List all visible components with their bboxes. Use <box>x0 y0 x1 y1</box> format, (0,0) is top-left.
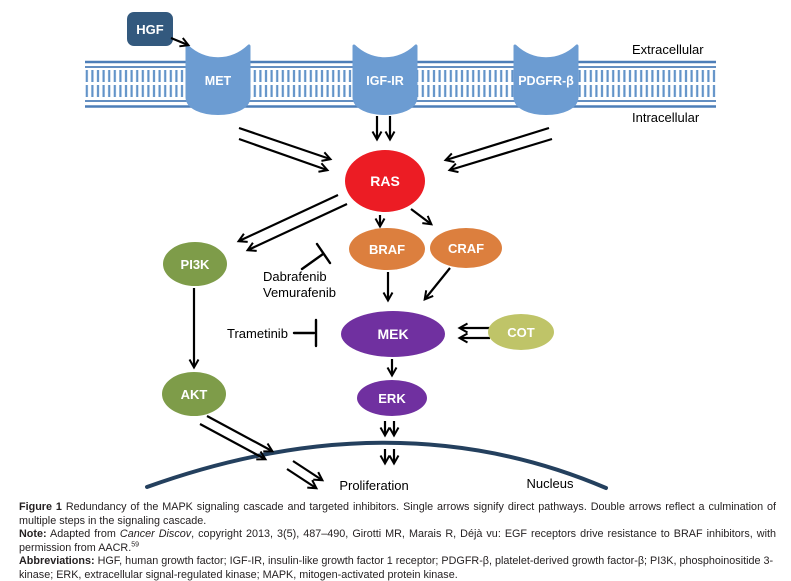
receptor-igf1r-label: IGF-IR <box>366 74 404 88</box>
hgf-met-arrow <box>171 38 188 45</box>
caption-note-journal: Cancer Discov <box>119 528 192 541</box>
node-ras-label: RAS <box>370 173 400 189</box>
arrow-craf-mek <box>425 268 450 299</box>
caption-note-reference: 59 <box>131 541 139 549</box>
vemurafenib-label: Vemurafenib <box>263 285 336 300</box>
arrow-nucleus-proliferation-double <box>385 449 394 463</box>
node-pi3k <box>163 242 227 286</box>
caption-note-pre: Adapted from <box>50 528 116 541</box>
node-braf <box>349 228 425 270</box>
proliferation-label: Proliferation <box>339 478 409 493</box>
dabrafenib-label: Dabrafenib <box>263 269 327 284</box>
arrow-igf1r-ras-double <box>377 116 390 139</box>
receptor-met-label: MET <box>204 74 232 88</box>
node-craf-label: CRAF <box>447 241 485 256</box>
node-akt <box>162 372 226 416</box>
caption-figure-label: Figure 1 <box>19 501 62 513</box>
caption-figure-sentence <box>19 501 776 528</box>
arrow-cot-mek-double <box>460 328 490 338</box>
receptor-pdgfrb-label: PDGFR-β <box>518 74 574 88</box>
arrow-erk-nucleus-double <box>385 421 394 435</box>
hgf-label: HGF <box>136 22 164 37</box>
arrow-pdgfrb-ras-double <box>446 128 552 170</box>
arrow-met-ras-double <box>239 128 330 170</box>
nucleus-label: Nucleus <box>526 476 574 491</box>
arrow-akt-proliferation-double <box>287 461 322 488</box>
node-cot <box>488 314 554 350</box>
figure-caption <box>19 501 776 581</box>
intracellular-label: Intracellular <box>632 110 700 125</box>
node-cot-label: COT <box>507 325 535 340</box>
arrow-akt-nucleus-double <box>200 416 272 459</box>
receptor-igf1r <box>354 46 416 114</box>
node-ras <box>345 150 425 212</box>
node-mek <box>341 311 445 357</box>
extracellular-label: Extracellular <box>632 42 704 57</box>
arrow-ras-craf <box>411 209 431 224</box>
node-braf-label: BRAF <box>368 242 406 257</box>
trametinib-label: Trametinib <box>227 326 288 341</box>
caption-abbreviations-label: Abbreviations: <box>19 555 95 568</box>
node-craf <box>430 228 502 268</box>
node-erk-label: ERK <box>378 391 406 406</box>
node-erk <box>357 380 427 416</box>
receptor-pdgfrb <box>515 46 577 114</box>
node-pi3k-label: PI3K <box>180 257 210 272</box>
node-mek-label: MEK <box>377 326 409 342</box>
caption-abbreviations-text: HGF, human growth factor; IGF-IR, insulin-like growth factor 1 receptor; PDGFR-β, platelet-derived growth factor-β; PI3K, phosphoinositide 3-kinase; ERK, extracellular signal-regulated kinase; MAPK, mitogen-activated protein kinase. <box>19 555 774 581</box>
caption-note <box>19 528 776 555</box>
arrow-ras-pi3k-double <box>239 195 347 250</box>
caption-note-rest: , copyright 2013, 3(5), 487–490, Girotti MR, Marais R, Déjà vu: EGF receptors drive resistance to BRAF inhibitors, with permission from AACR. <box>19 528 777 554</box>
node-akt-label: AKT <box>180 387 208 402</box>
caption-note-label: Note: <box>19 528 47 541</box>
caption-figure-text: Redundancy of the MAPK signaling cascade and targeted inhibitors. Single arrows signify direct pathways. Double arrows reflect a culmination of multiple steps in the signaling cascade. <box>19 501 776 527</box>
hgf-ligand <box>127 12 188 46</box>
caption-abbreviations <box>19 555 776 581</box>
inhibitor-tbar-dabrafenib <box>302 244 330 269</box>
inhibitor-tbar-trametinib <box>294 320 316 346</box>
receptor-met <box>187 46 249 114</box>
